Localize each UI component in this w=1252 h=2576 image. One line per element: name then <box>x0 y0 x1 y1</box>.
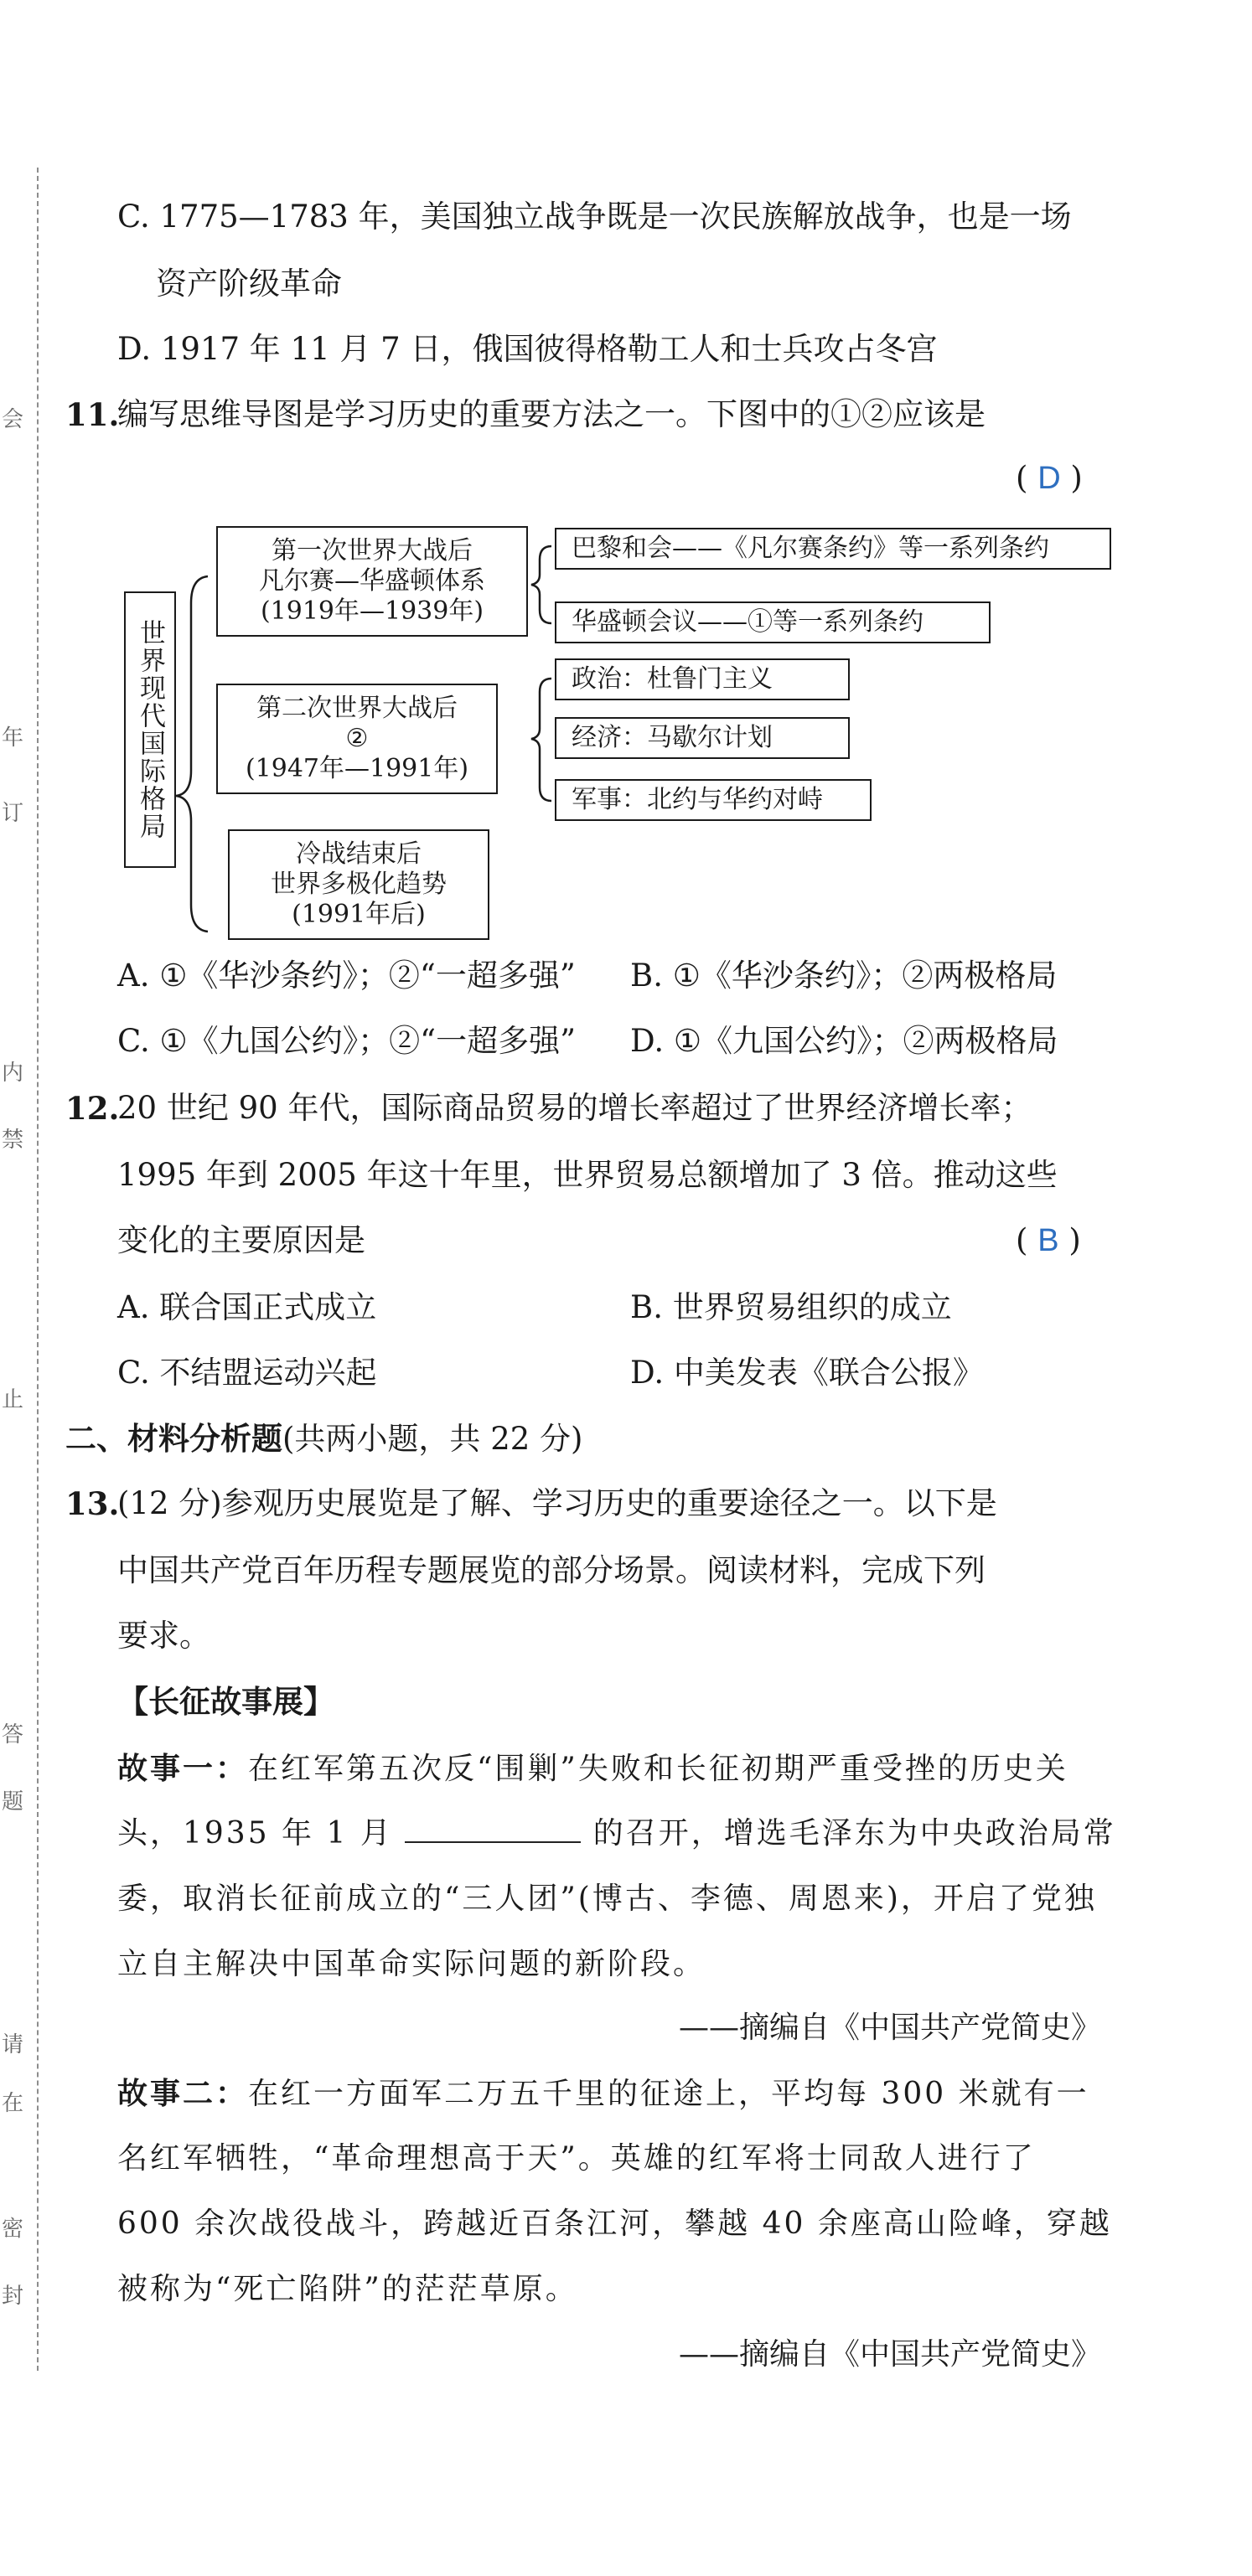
story1-source: ——摘编自《中国共产党简史》 <box>679 2011 1102 2045</box>
margin-mark: 止 <box>2 1387 24 1412</box>
q12-line3: 变化的主要原因是 <box>117 1222 365 1258</box>
story1-label: 故事一： <box>117 1751 249 1786</box>
q11-stem: 编写思维导图是学习历史的重要方法之一。下图中的①②应该是 <box>117 396 986 432</box>
q13-line3: 要求。 <box>117 1618 210 1654</box>
q10-option-c-continuation: 资产阶级革命 <box>156 266 342 302</box>
margin-mark: 年 <box>2 725 24 751</box>
period-box-ww2: 第二次世界大战后 ② (1947年—1991年) <box>216 684 498 794</box>
margin-mark: 请 <box>2 2032 24 2057</box>
q12-line2: 1995 年到 2005 年这十年里，世界贸易总额增加了 3 倍。推动这些 <box>117 1157 1058 1193</box>
story2-source: ——摘编自《中国共产党简史》 <box>679 2337 1102 2372</box>
section-heading <box>65 1417 582 1460</box>
story1-line2: 头，1935 年 1 月 的召开，增选毛泽东为中央政治局常 <box>117 1813 1116 1855</box>
q12-option-b: B. 世界贸易组织的成立 <box>630 1289 952 1325</box>
period-box-ww1: 第一次世界大战后 凡尔赛—华盛顿体系 (1919年—1939年) <box>216 526 528 637</box>
margin-mark: 订 <box>2 801 24 826</box>
q13-line2: 中国共产党百年历程专题展览的部分场景。阅读材料，完成下列 <box>117 1552 986 1588</box>
margin-mark: 禁 <box>2 1128 24 1153</box>
story2-line3: 600 余次战役战斗，跨越近百条江河，攀越 40 余座高山险峰，穿越 <box>117 2207 1112 2241</box>
margin-mark: 会 <box>2 407 24 432</box>
q12-line1: 20 世纪 90 年代，国际商品贸易的增长率超过了世界经济增长率； <box>117 1090 1032 1126</box>
child-box-paris-conference: 巴黎和会——《凡尔赛条约》等一系列条约 <box>555 528 1111 570</box>
q12-option-c: C. 不结盟运动兴起 <box>117 1355 377 1391</box>
q11-option-d: D. ①《九国公约》；②两极格局 <box>630 1023 1058 1059</box>
margin-mark: 答 <box>2 1722 24 1747</box>
q12-option-a: A. 联合国正式成立 <box>117 1289 377 1325</box>
story1-line1: 故事一：在红军第五次反“围剿”失败和长征初期严重受挫的历史关 <box>117 1751 1068 1786</box>
story2-line4: 被称为“死亡陷阱”的茫茫草原。 <box>117 2272 578 2306</box>
child-box-politics: 政治：杜鲁门主义 <box>555 658 850 700</box>
story2-label: 故事二： <box>117 2076 249 2111</box>
child-box-military: 军事：北约与华约对峙 <box>555 779 872 821</box>
margin-mark: 密 <box>2 2217 24 2242</box>
q11-answer-bracket: ( D ) <box>1016 460 1083 496</box>
margin-mark: 内 <box>2 1061 24 1086</box>
q10-option-d: D. 1917 年 11 月 7 日，俄国彼得格勒工人和士兵攻占冬宫 <box>117 331 938 367</box>
binding-dashed-line <box>37 168 39 2371</box>
period-box-post-cold-war: 冷战结束后 世界多极化趋势 (1991年后) <box>228 829 489 940</box>
section-note: (共两小题，共 22 分) <box>282 1421 583 1457</box>
fill-in-blank[interactable] <box>405 1813 581 1843</box>
q13-number: 13. <box>65 1485 120 1522</box>
q12-answer: B <box>1037 1223 1059 1258</box>
q11-number: 11. <box>65 396 120 433</box>
q11-option-b: B. ①《华沙条约》；②两极格局 <box>630 958 1058 994</box>
story2-line2: 名红军牺牲，“革命理想高于天”。英雄的红军将士同敌人进行了 <box>117 2141 1036 2176</box>
section-title: 二、材料分析题 <box>65 1420 282 1457</box>
margin-mark: 在 <box>2 2091 24 2116</box>
child-box-economy: 经济：马歇尔计划 <box>555 717 850 759</box>
q11-option-c: C. ①《九国公约》；②“一超多强” <box>117 1023 577 1059</box>
q12-number: 12. <box>65 1090 120 1127</box>
margin-mark: 题 <box>2 1789 24 1815</box>
q11-option-a: A. ①《华沙条约》；②“一超多强” <box>117 958 576 994</box>
q11-answer: D <box>1037 461 1061 496</box>
child-box-washington-conference: 华盛顿会议——①等一系列条约 <box>555 601 991 643</box>
margin-mark: 封 <box>2 2284 24 2309</box>
q12-option-d: D. 中美发表《联合公报》 <box>630 1355 984 1391</box>
story1-line3: 委，取消长征前成立的“三人团”(博古、李德、周恩来)，开启了党独 <box>117 1882 1097 1916</box>
q13-line1: (12 分)参观历史展览是了解、学习历史的重要途径之一。以下是 <box>117 1485 997 1521</box>
story1-line4: 立自主解决中国革命实际问题的新阶段。 <box>117 1947 706 1981</box>
exhibit-title: 【长征故事展】 <box>117 1683 334 1720</box>
mind-map-root: 世界现代国际格局 <box>124 591 176 868</box>
q10-option-c: C. 1775—1783 年，美国独立战争既是一次民族解放战争，也是一场 <box>117 199 1072 235</box>
q12-answer-bracket: ( B ) <box>1016 1222 1081 1258</box>
story2-line1: 故事二：在红一方面军二万五千里的征途上，平均每 300 米就有一 <box>117 2076 1089 2111</box>
